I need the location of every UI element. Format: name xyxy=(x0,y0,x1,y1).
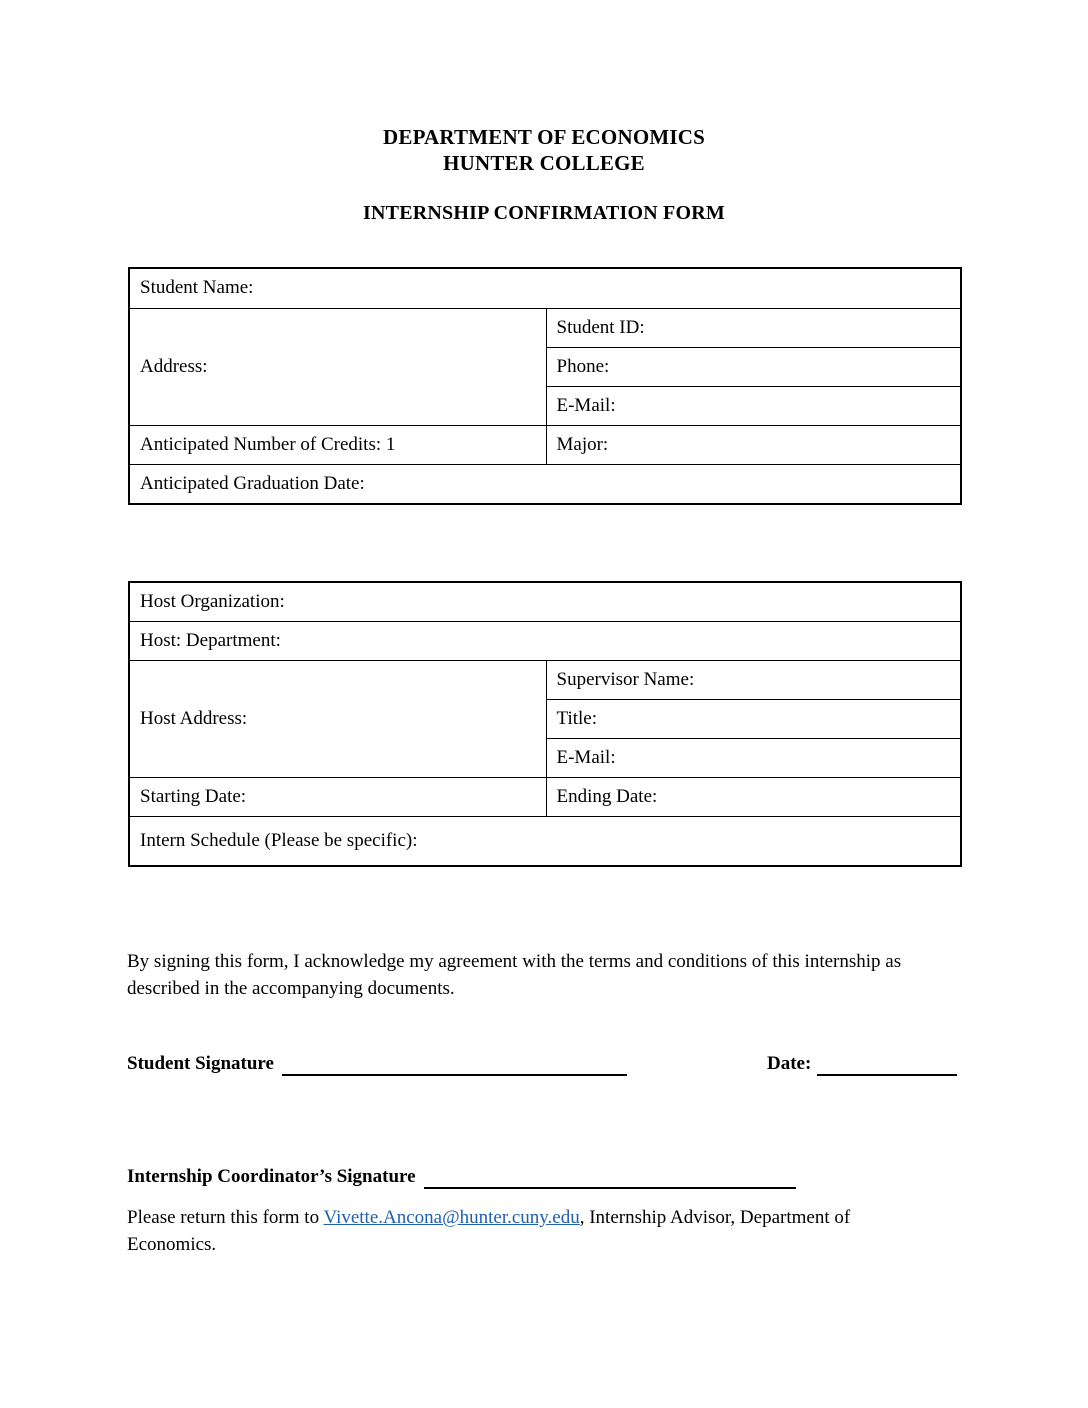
field-supervisor-title[interactable]: Title: xyxy=(546,699,961,738)
student-information-table xyxy=(128,267,962,505)
return-prefix-text: Please return this form to xyxy=(127,1207,324,1228)
field-supervisor-email[interactable]: E-Mail: xyxy=(546,738,961,777)
field-student-id[interactable]: Student ID: xyxy=(546,308,961,347)
advisor-email-link[interactable]: Vivette.Ancona@hunter.cuny.edu xyxy=(323,1207,580,1228)
student-signature-row xyxy=(127,1052,960,1076)
field-anticipated-credits[interactable]: Anticipated Number of Credits: 1 xyxy=(129,425,546,464)
date-line[interactable] xyxy=(817,1060,957,1076)
field-host-department[interactable]: Host: Department: xyxy=(129,621,961,660)
acknowledgement-paragraph: By signing this form, I acknowledge my agreement with the terms and conditions of this internship as described in the accompanying documents. xyxy=(127,951,902,999)
field-address[interactable]: Address: xyxy=(129,308,546,425)
student-signature-label: Student Signature xyxy=(127,1053,274,1074)
host-information-table xyxy=(128,581,962,867)
document-header xyxy=(0,124,1088,226)
table-row xyxy=(129,268,961,308)
table-row xyxy=(129,308,961,347)
return-instruction xyxy=(127,1204,927,1258)
field-host-organization[interactable]: Host Organization: xyxy=(129,582,961,621)
table-row xyxy=(129,425,961,464)
coordinator-signature-row xyxy=(127,1165,960,1189)
field-phone[interactable]: Phone: xyxy=(546,347,961,386)
table-row xyxy=(129,816,961,866)
field-anticipated-graduation-date[interactable]: Anticipated Graduation Date: xyxy=(129,464,961,504)
table-row xyxy=(129,621,961,660)
field-supervisor-name[interactable]: Supervisor Name: xyxy=(546,660,961,699)
field-host-address[interactable]: Host Address: xyxy=(129,660,546,777)
student-signature-line[interactable] xyxy=(282,1060,627,1076)
date-block xyxy=(767,1052,957,1076)
table-row xyxy=(129,777,961,816)
field-email[interactable]: E-Mail: xyxy=(546,386,961,425)
date-label: Date: xyxy=(767,1053,812,1074)
table-row xyxy=(129,464,961,504)
field-major[interactable]: Major: xyxy=(546,425,961,464)
coordinator-signature-line[interactable] xyxy=(424,1173,796,1189)
field-ending-date[interactable]: Ending Date: xyxy=(546,777,961,816)
field-starting-date[interactable]: Starting Date: xyxy=(129,777,546,816)
coordinator-signature-label: Internship Coordinator’s Signature xyxy=(127,1166,416,1187)
field-intern-schedule[interactable]: Intern Schedule (Please be specific): xyxy=(129,816,961,866)
header-line-college: HUNTER COLLEGE xyxy=(443,151,645,175)
table-row xyxy=(129,582,961,621)
table-row xyxy=(129,660,961,699)
field-student-name[interactable]: Student Name: xyxy=(129,268,961,308)
return-suffix-text: , Internship Advisor, Department of Economics. xyxy=(127,1207,851,1255)
page-title: INTERNSHIP CONFIRMATION FORM xyxy=(363,202,725,224)
header-line-department: DEPARTMENT OF ECONOMICS xyxy=(383,125,705,149)
